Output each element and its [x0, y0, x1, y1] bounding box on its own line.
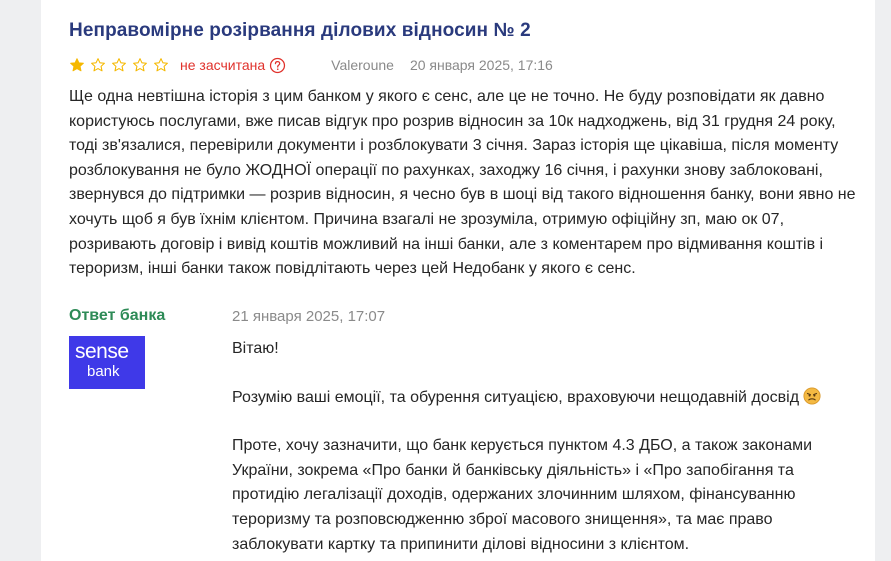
star-icon-empty — [90, 57, 106, 73]
review-date: 20 января 2025, 17:16 — [409, 57, 553, 73]
bank-answer-date: 21 января 2025, 17:07 — [232, 308, 386, 325]
review-card — [41, 0, 875, 561]
star-icon-filled — [69, 57, 85, 73]
rating-stars — [69, 57, 174, 73]
star-icon-empty — [153, 57, 169, 73]
bank-logo-text: sense — [75, 340, 129, 363]
bank-answer-greeting: Вітаю! — [232, 340, 279, 357]
review-title[interactable]: Неправомірне розірвання ділових відносин № 2 — [69, 20, 531, 41]
review-body: Ще одна невтішна історія з цим банком у якого є сенс, але це не точно. Не буду розповідати як давно користуюсь послугами, вже писав відгук про розрив відносин за 10к надходжень, від 31 грудня 24 року, тоді зв'язалися, перевірили документи і розблокувати 3 січня. Зараз історія ще цікавіша, після моменту розблокування не було ЖОДНОЇ операції по рахунках, заходжу 16 січня, і рахунки знову заблоковані, звернувся до підтримки — розрив відносин, я чесно був в шоці від такого відношення банку, вони явно не хочуть щоб я був їхнім клієнтом. Причина взагалі не зрозуміла, отримую офіційну зп, маю ок 07, розривають договір і вивід коштів можливий на інші банки, але з коментарем про відмивання коштів і тероризм, інші банки також повідлітають через цей Недобанк у якого є сенс. — [69, 88, 856, 278]
bank-logo[interactable] — [69, 336, 145, 389]
bank-answer-paragraph: Проте, хочу зазначити, що банк керується пунктом 4.3 ДБО, а також законами України, зокрема «Про банки й банківську діяльність» і «Про запобігання та протидію легалізації доходів, одержаних злочинним шляхом, фінансуванню тероризму та розповсюдженню зброї масового знищення», та має право заблокувати картку та припинити ділові відносини з клієнтом. — [232, 437, 813, 553]
bank-answer-paragraph — [232, 386, 852, 411]
review-meta — [69, 55, 553, 75]
bank-answer-paragraph-text: Розумію ваші емоції, та обурення ситуацією, враховуючи нещодавній досвід — [232, 388, 800, 406]
question-circle-icon[interactable] — [269, 57, 286, 74]
star-icon-empty — [132, 57, 148, 73]
star-icon-empty — [111, 57, 127, 73]
bank-logo-subtext: bank — [87, 363, 120, 380]
status-label: не засчитана — [180, 57, 266, 73]
bank-answer-label: Ответ банка — [69, 307, 166, 324]
bank-answer-body — [232, 337, 852, 557]
angry-face-emoji-icon — [803, 387, 821, 405]
review-author[interactable]: Valeroune — [331, 57, 394, 73]
